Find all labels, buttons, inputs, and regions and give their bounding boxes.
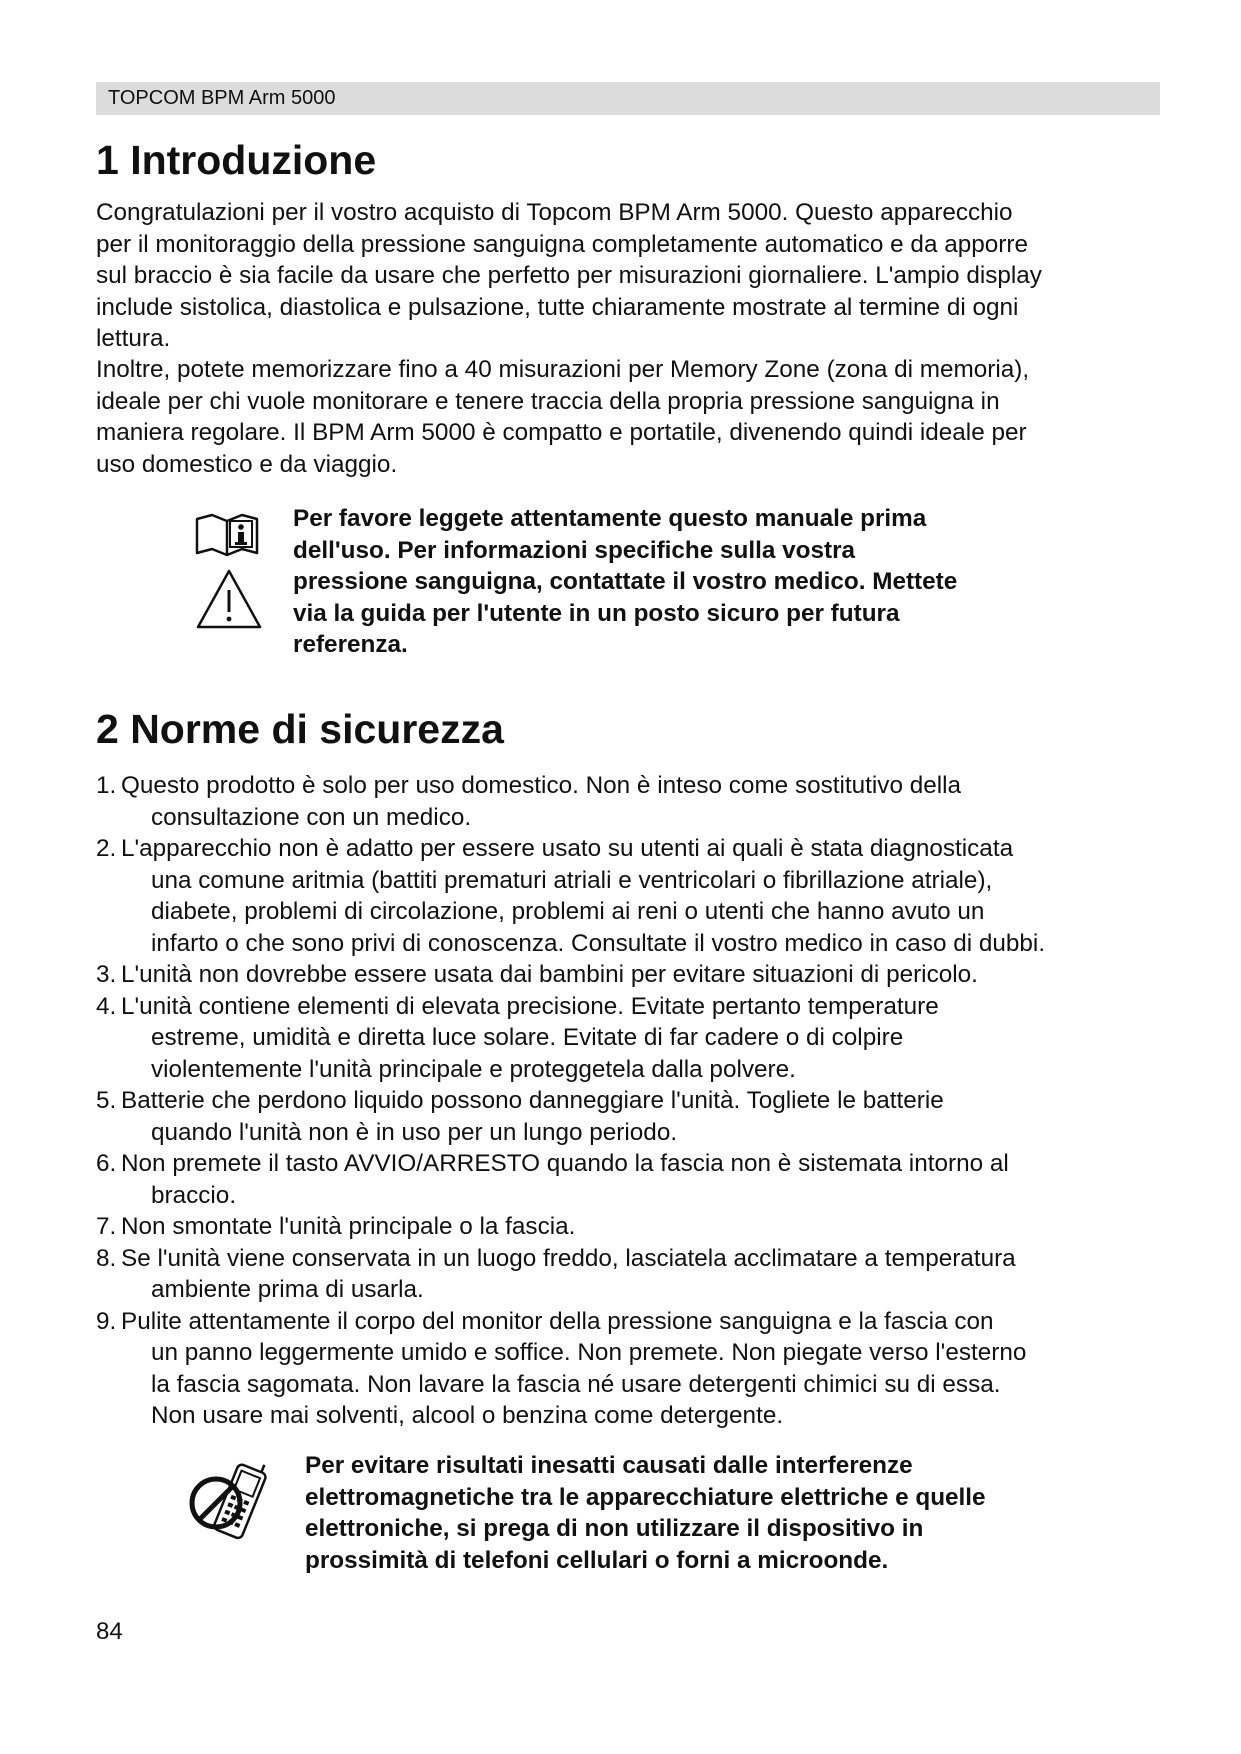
list-item-number: 6. xyxy=(96,1150,117,1177)
running-header-title: TOPCOM BPM Arm 5000 xyxy=(108,87,336,109)
warning-triangle-icon xyxy=(195,568,263,630)
list-item xyxy=(96,1243,1176,1306)
safety-rules-list xyxy=(96,770,1176,1432)
section-heading-introduzione: 1 Introduzione xyxy=(96,137,377,183)
text-line: Non smontate l'unità principale o la fascia. xyxy=(121,1213,576,1240)
text-line: Per favore leggete attentamente questo manuale prima xyxy=(293,505,927,532)
text-line: L'unità non dovrebbe essere usata dai bambini per evitare situazioni di pericolo. xyxy=(121,961,978,988)
list-item-number: 1. xyxy=(96,772,117,799)
text-line: estreme, umidità e diretta luce solare. Evitate di far cadere o di colpire xyxy=(151,1024,904,1051)
text-line: quando l'unità non è in uso per un lungo periodo. xyxy=(151,1118,678,1146)
interference-note xyxy=(305,1450,1105,1576)
list-item-number: 4. xyxy=(96,992,117,1020)
text-line: Batterie che perdono liquido possono danneggiare l'unità. Togliete le batterie xyxy=(121,1087,944,1114)
text-line: consultazione con un medico. xyxy=(151,803,472,831)
list-item xyxy=(96,959,1176,991)
text-line: prossimità di telefoni cellulari o forni a microonde. xyxy=(305,1546,889,1574)
section-heading-norme-di-sicurezza: 2 Norme di sicurezza xyxy=(96,706,504,752)
text-line: per il monitoraggio della pressione sanguigna completamente automatico e da apporre xyxy=(96,230,1028,258)
list-item xyxy=(96,1085,1176,1148)
text-line: include sistolica, diastolica e pulsazione, tutte chiaramente mostrate al termine di ogni xyxy=(96,293,1019,321)
page-number: 84 xyxy=(96,1618,123,1645)
text-line: la fascia sagomata. Non lavare la fascia né usare detergenti chimici su di essa. xyxy=(151,1370,1001,1398)
list-item xyxy=(96,991,1176,1086)
list-item-number: 5. xyxy=(96,1087,117,1114)
list-item-number: 9. xyxy=(96,1307,117,1335)
list-item-number: 7. xyxy=(96,1213,117,1240)
running-header xyxy=(96,82,1160,115)
text-line: referenza. xyxy=(293,631,408,658)
text-line: Questo prodotto è solo per uso domestico. Non è inteso come sostitutivo della xyxy=(121,772,962,799)
text-line: sul braccio è sia facile da usare che perfetto per misurazioni giornaliere. L'ampio display xyxy=(96,262,1042,289)
text-line: Per evitare risultati inesatti causati dalle interferenze xyxy=(305,1452,913,1479)
list-item-number: 3. xyxy=(96,961,117,988)
text-line: ambiente prima di usarla. xyxy=(151,1276,424,1303)
text-line: violentemente l'unità principale e proteggetela dalla polvere. xyxy=(151,1055,796,1083)
list-item xyxy=(96,1148,1176,1211)
text-line: un panno leggermente umido e soffice. Non premete. Non piegate verso l'esterno xyxy=(151,1339,1027,1366)
list-item xyxy=(96,1306,1176,1432)
text-line: Se l'unità viene conservata in un luogo freddo, lasciatela acclimatare a temperatura xyxy=(121,1244,1016,1272)
text-line: maniera regolare. Il BPM Arm 5000 è compatto e portatile, divenendo quindi ideale per xyxy=(96,419,1027,446)
text-line: L'unità contiene elementi di elevata precisione. Evitate pertanto temperature xyxy=(121,992,939,1020)
text-line: elettroniche, si prega di non utilizzare il dispositivo in xyxy=(305,1515,924,1542)
list-item-number: 2. xyxy=(96,835,117,862)
text-line: elettromagnetiche tra le apparecchiature elettriche e quelle xyxy=(305,1483,986,1511)
intro-paragraph-1 xyxy=(96,197,1166,355)
list-item-number: 8. xyxy=(96,1244,117,1272)
text-line: Pulite attentamente il corpo del monitor della pressione sanguigna e la fascia con xyxy=(121,1307,994,1335)
text-line: ideale per chi vuole monitorare e tenere traccia della propria pressione sanguigna in xyxy=(96,387,1000,415)
no-mobile-phone-icon xyxy=(186,1455,278,1547)
manual-info-icon xyxy=(194,513,260,557)
text-line: Congratulazioni per il vostro acquisto di Topcom BPM Arm 5000. Questo apparecchio xyxy=(96,199,1013,226)
text-line: diabete, problemi di circolazione, problemi ai reni o utenti che hanno avuto un xyxy=(151,898,985,925)
text-line: infarto o che sono privi di conoscenza. Consultate il vostro medico in caso di dubbi. xyxy=(151,929,1046,957)
text-line: Inoltre, potete memorizzare fino a 40 misurazioni per Memory Zone (zona di memoria), xyxy=(96,356,1030,383)
text-line: uso domestico e da viaggio. xyxy=(96,450,398,478)
intro-paragraph-2 xyxy=(96,354,1166,480)
list-item xyxy=(96,770,1176,833)
text-line: pressione sanguigna, contattate il vostro medico. Mettete xyxy=(293,568,958,595)
text-line: Non usare mai solventi, alcool o benzina come detergente. xyxy=(151,1402,784,1429)
text-line: lettura. xyxy=(96,325,171,352)
text-line: L'apparecchio non è adatto per essere usato su utenti ai quali è stata diagnosticata xyxy=(121,835,1014,862)
list-item xyxy=(96,1211,1176,1243)
text-line: via la guida per l'utente in un posto sicuro per futura xyxy=(293,599,900,627)
text-line: una comune aritmia (battiti prematuri atriali e ventricolari o fibrillazione atriale), xyxy=(151,866,993,894)
text-line: dell'uso. Per informazioni specifiche sulla vostra xyxy=(293,536,856,564)
read-manual-note xyxy=(293,503,1093,661)
list-item xyxy=(96,833,1176,959)
text-line: Non premete il tasto AVVIO/ARRESTO quando la fascia non è sistemata intorno al xyxy=(121,1150,1009,1177)
text-line: braccio. xyxy=(151,1181,237,1209)
